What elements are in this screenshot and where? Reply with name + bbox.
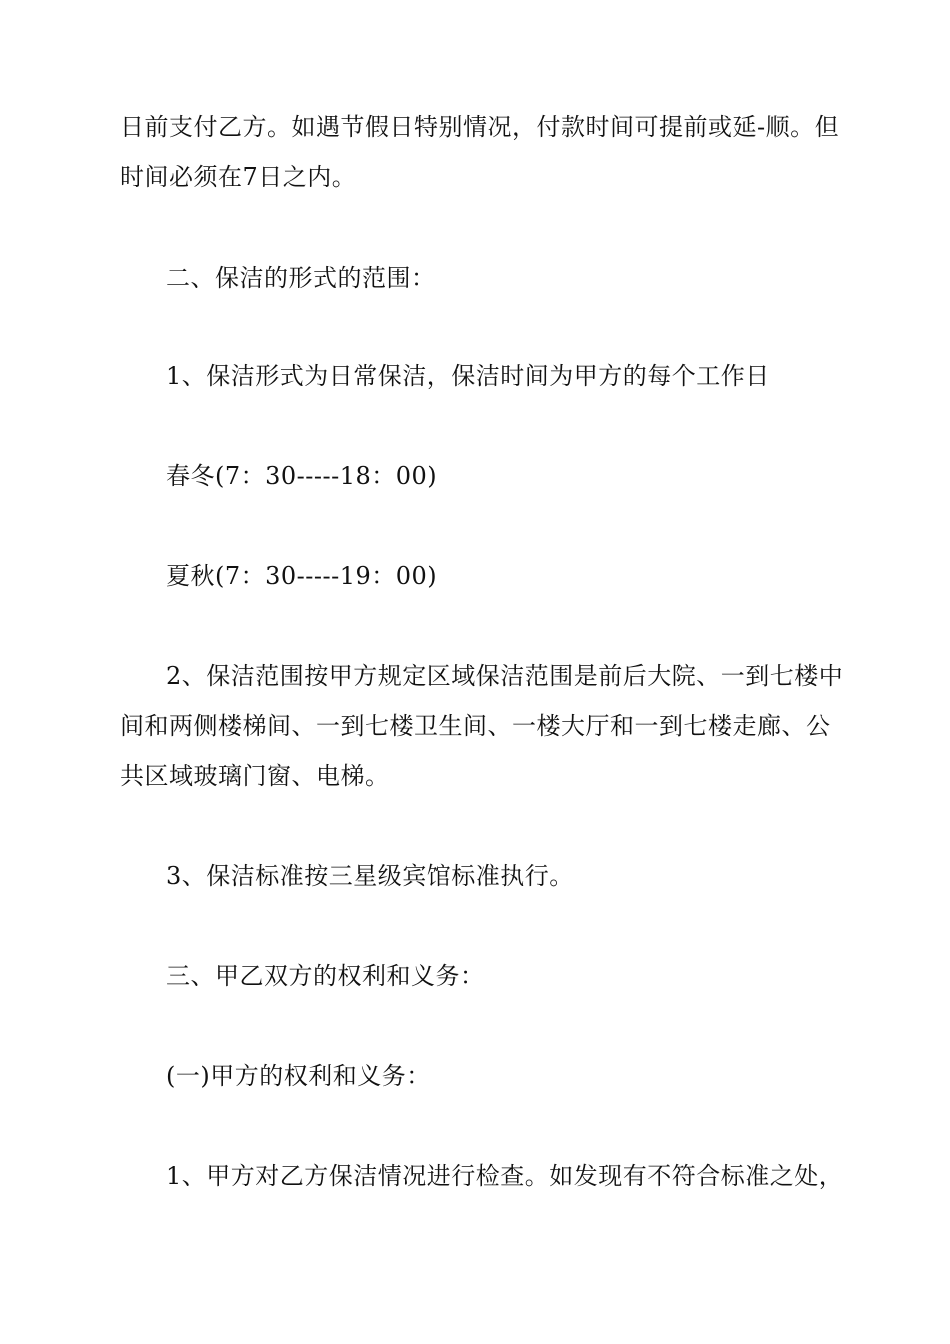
paragraph-line: 2、保洁范围按甲方规定区域保洁范围是前后大院、一到七楼中: [166, 662, 844, 690]
paragraph-line: 春冬(7：30-----18：00): [166, 462, 438, 490]
paragraph-line: 间和两侧楼梯间、一到七楼卫生间、一楼大厅和一到七楼走廊、公: [120, 712, 831, 740]
paragraph-line: 时间必须在7日之内。: [120, 163, 357, 191]
section-heading: 二、保洁的形式的范围：: [166, 264, 436, 292]
section-heading: 三、甲乙双方的权利和义务：: [166, 962, 485, 990]
subsection-heading: (一)甲方的权利和义务：: [166, 1062, 431, 1090]
paragraph-line: 3、保洁标准按三星级宾馆标准执行。: [166, 862, 574, 890]
paragraph-line: 共区域玻璃门窗、电梯。: [120, 762, 390, 790]
paragraph-line: 日前支付乙方。如遇节假日特别情况，付款时间可提前或延-顺。但: [120, 113, 840, 141]
paragraph-line: 1、保洁形式为日常保洁，保洁时间为甲方的每个工作日: [166, 362, 770, 390]
paragraph-line: 夏秋(7：30-----19：00): [166, 562, 438, 590]
paragraph-line: 1、甲方对乙方保洁情况进行检查。如发现有不符合标准之处，: [166, 1162, 844, 1190]
